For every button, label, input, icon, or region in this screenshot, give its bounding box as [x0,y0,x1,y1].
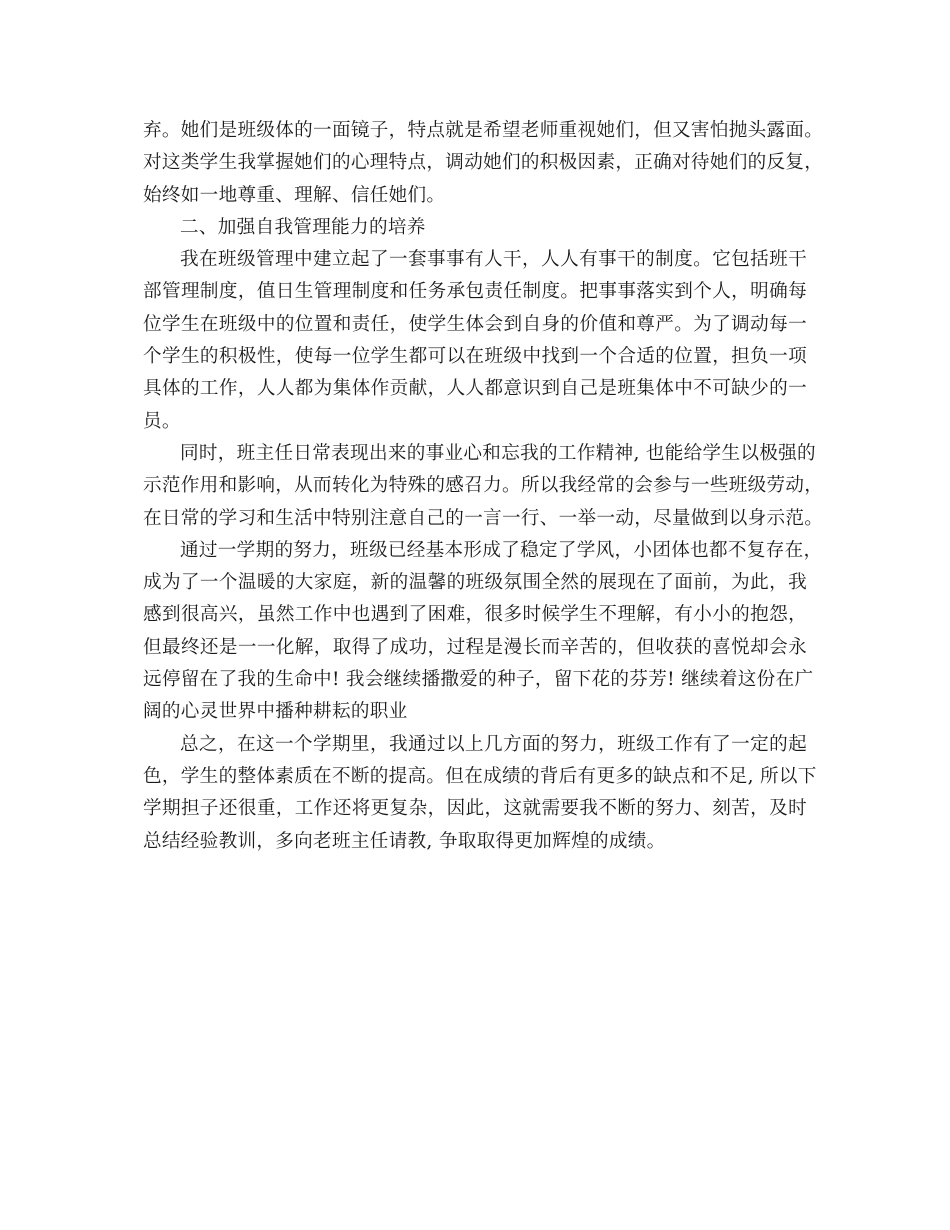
document-body [143,115,824,858]
text-line: 对这类学生我掌握她们的心理特点，调动她们的积极因素，正确对待她们的反复， [143,152,824,174]
paragraph-4 [143,438,824,535]
text-line: 同时，班主任日常表现出来的事业心和忘我的工作精神, 也能给学生以极强的 [180,442,816,464]
text-line: 总结经验教训，多向老班主任请教, 争取取得更加辉煌的成绩。 [143,830,666,852]
text-line: 成为了一个温暖的大家庭，新的温馨的班级氛围全然的展现在了面前，为此，我 [143,572,807,594]
text-line: 示范作用和影响，从而转化为特殊的感召力。所以我经常的会参与一些班级劳动， [143,475,824,497]
text-line: 色，学生的整体素质在不断的提高。但在成绩的背后有更多的缺点和不足, 所以下 [143,765,817,787]
text-line: 我在班级管理中建立起了一套事事有人干，人人有事干的制度。它包括班干 [180,249,807,271]
paragraph-3 [143,244,807,438]
heading-line: 二、加强自我管理能力的培养 [180,216,426,238]
text-line: 员。 [143,410,181,432]
text-line: 通过一学期的努力，班级已经基本形成了稳定了学风，小团体也都不复存在， [180,539,823,561]
text-line: 始终如一地尊重、理解、信任她们。 [143,184,446,206]
text-line: 远停留在了我的生命中! 我会继续播撒爱的种子，留下花的芬芳! 继续着这份在广 [143,669,814,691]
text-line: 感到很高兴，虽然工作中也遇到了困难，很多时候学生不理解，有小小的抱怨， [143,604,807,626]
section-heading [143,212,807,244]
text-line: 部管理制度，值日生管理制度和任务承包责任制度。把事事落实到个人，明确每 [143,281,807,303]
text-line: 个学生的积极性，使每一位学生都可以在班级中找到一个合适的位置，担负一项 [143,346,807,368]
paragraph-1 [143,115,824,212]
text-line: 阔的心灵世界中播种耕耘的职业 [143,701,408,723]
text-line: 学期担子还很重，工作还将更复杂，因此，这就需要我不断的努力、刻苦，及时 [143,798,807,820]
text-line: 总之，在这一个学期里，我通过以上几方面的努力，班级工作有了一定的起 [180,733,807,755]
text-line: 但最终还是一一化解，取得了成功，过程是漫长而辛苦的，但收获的喜悦却会永 [143,636,807,658]
text-line: 位学生在班级中的位置和责任，使学生体会到自身的价值和尊严。为了调动每一 [143,313,807,335]
text-line: 弃。她们是班级体的一面镜子，特点就是希望老师重视她们，但又害怕抛头露面。 [143,120,824,141]
text-line: 在日常的学习和生活中特别注意自己的一言一行、一举一动，尽量做到以身示范。 [143,507,824,529]
paragraph-5 [143,535,823,729]
text-line: 具体的工作，人人都为集体作贡献，人人都意识到自己是班集体中不可缺少的一 [143,378,807,400]
paragraph-6 [143,729,817,858]
